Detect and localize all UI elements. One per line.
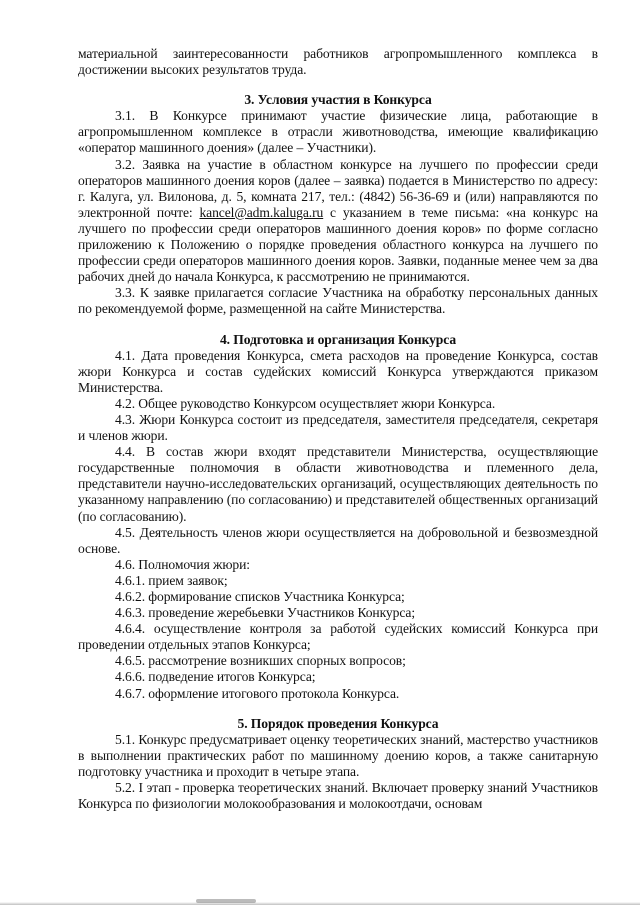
intro-paragraph: материальной заинтересованности работников агропромышленного комплекса в достижении высоких результатов труда. (78, 46, 598, 78)
section-5-heading: 5. Порядок проведения Конкурса (237, 715, 439, 731)
list-item: 4.6.7. оформление итогового протокола Конкурса. (115, 685, 400, 701)
paragraph-4-1: 4.1. Дата проведения Конкурса, смета расходов на проведение Конкурса, состав жюри Конкурса и состав судейских комиссий Конкурса утверждаются приказом Министерства. (78, 347, 598, 395)
paragraph-3-2-text-a: 3.2. Заявка на участие в областном конкурсе на лучшего по профессии среди операторов машинного доения коров (далее – заявка) подается в Министерство по адресу: г. Калуга, ул. Вилонова, д. 5, комната 217, тел.: (4842) 56-36-69 и (или) направляются по электронной почте: (78, 156, 598, 220)
spacer (78, 318, 598, 332)
list-item: 4.6.4. осуществление контроля за работой судейских комиссий Конкурса при проведении отдельных этапов Конкурса; (78, 621, 598, 653)
paragraph-3-2 (78, 157, 598, 286)
spacer (78, 78, 598, 92)
section-3-heading: 3. Условия участия в Конкурса (244, 92, 432, 108)
document-body (78, 46, 598, 812)
list-item: 4.6.3. проведение жеребьевки Участников Конкурса; (115, 605, 416, 621)
paragraph-4-6: 4.6. Полномочия жюри: (115, 556, 250, 572)
list-item: 4.6.5. рассмотрение возникших спорных вопросов; (115, 653, 406, 669)
paragraph-3-1: 3.1. В Конкурсе принимают участие физические лица, работающие в агропромышленном комплексе в отрасли животноводства, имеющие квалификацию «оператор машинного доения» (далее – Участники). (78, 108, 598, 156)
paragraph-4-5: 4.5. Деятельность членов жюри осуществляется на добровольной и безвозмездной основе. (78, 524, 598, 556)
paragraph-3-2-text-b: с указанием в теме письма: «на конкурс на лучшего по профессии среди операторов машинного доения коров» по форме согласно приложению к Положению о порядке проведения областного конкурса на лучшего по профессии среди операторов машинного доения коров. Заявки, поданные менее чем за два рабочих дней до начала Конкурса, к рассмотрению не принимаются. (78, 204, 598, 285)
paragraph-4-2: 4.2. Общее руководство Конкурсом осуществляет жюри Конкурса. (115, 395, 496, 411)
section-4-heading: 4. Подготовка и организация Конкурса (219, 331, 457, 347)
email-link[interactable]: kancel@adm.kaluga.ru (199, 204, 324, 220)
list-item: 4.6.1. прием заявок; (115, 572, 228, 588)
paragraph-4-4: 4.4. В состав жюри входят представители Министерства, осуществляющие государственные полномочия в области животноводства и племенного дела, представители научно-исследовательских организаций, осуществляющих деятельность по указанному направлению (по согласованию) и представителей общественных организаций (по согласованию). (78, 444, 598, 524)
paragraph-5-1: 5.1. Конкурс предусматривает оценку теоретических знаний, мастерство участников в выполнении практических работ по машинному доению коров, а также санитарную подготовку участника и проходит в четыре этапа. (78, 731, 598, 779)
spacer (78, 702, 598, 716)
paragraph-4-3: 4.3. Жюри Конкурса состоит из председателя, заместителя председателя, секретаря и членов жюри. (78, 411, 598, 444)
paragraph-3-3: 3.3. К заявке прилагается согласие Участника на обработку персональных данных по рекомендуемой форме, размещенной на сайте Министерства. (78, 285, 598, 317)
list-item: 4.6.6. подведение итогов Конкурса; (115, 669, 316, 685)
list-item: 4.6.2. формирование списков Участника Конкурса; (115, 589, 405, 604)
paragraph-5-2: 5.2. I этап - проверка теоретических знаний. Включает проверку знаний Участников Конкурса по физиологии молокообразования и молокоотдачи, основам (78, 780, 598, 812)
